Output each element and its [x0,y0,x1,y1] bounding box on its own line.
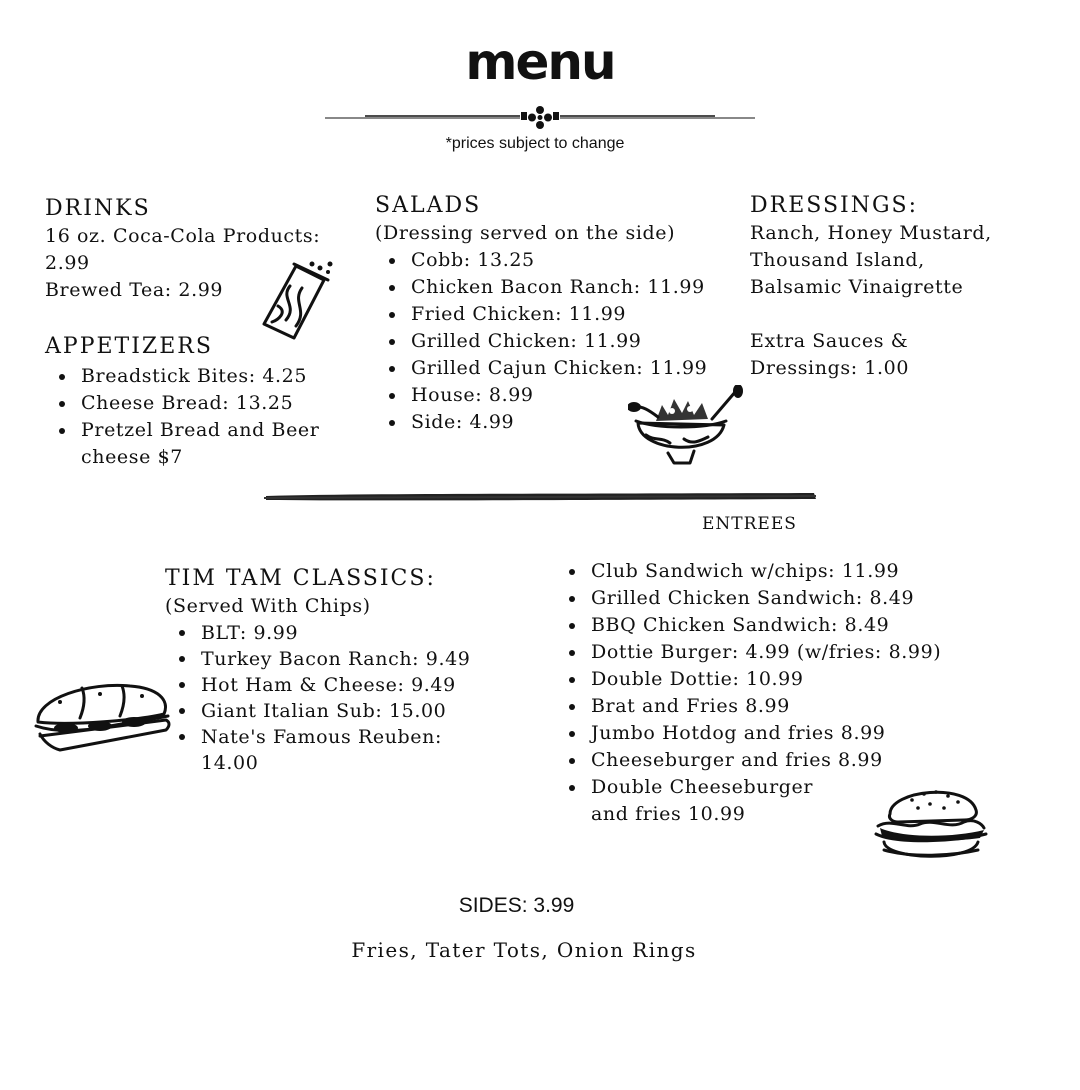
entrees-heading: ENTREES [702,514,797,534]
appetizers-heading: APPETIZERS [45,334,213,359]
list-item: Grilled Chicken Sandwich: 8.49 [555,585,975,612]
list-item: Cheese Bread: 13.25 [45,390,365,417]
list-item: Pretzel Bread and Beer cheese $7 [45,417,365,471]
list-item: Cheeseburger and fries 8.99 [555,747,975,774]
classics-subheading: (Served With Chips) [165,595,371,617]
list-item: Brat and Fries 8.99 [555,693,975,720]
list-item: BBQ Chicken Sandwich: 8.49 [555,612,975,639]
list-item: Breadstick Bites: 4.25 [45,363,365,390]
dressings-heading: DRESSINGS: [750,193,919,218]
brush-divider [262,488,818,506]
classics-list [165,620,495,776]
list-item: Grilled Cajun Chicken: 11.99 [375,355,745,382]
list-item: Side: 4.99 [375,409,745,436]
price-note: *prices subject to change [445,135,625,152]
list-item: Fried Chicken: 11.99 [375,301,745,328]
list-item: Grilled Chicken: 11.99 [375,328,745,355]
extra-sauces-line: Extra Sauces & [750,330,909,352]
menu-title: menu [465,33,615,91]
salads-heading: SALADS [375,193,482,218]
list-item: Nate's Famous Reuben: 14.00 [165,724,495,776]
classics-heading: TIM TAM CLASSICS: [165,566,436,591]
list-item: Double Dottie: 10.99 [555,666,975,693]
list-item: Turkey Bacon Ranch: 9.49 [165,646,495,672]
list-item: Chicken Bacon Ranch: 11.99 [375,274,745,301]
list-item: Club Sandwich w/chips: 11.99 [555,558,975,585]
sub-sandwich-icon [30,680,175,758]
classics-section [165,565,495,776]
list-item: Jumbo Hotdog and fries 8.99 [555,720,975,747]
drinks-line: 16 oz. Coca-Cola Products: [45,225,321,247]
dressings-line: Ranch, Honey Mustard, [750,222,992,244]
drinks-line: Brewed Tea: 2.99 [45,279,224,301]
list-item: Double Cheeseburger and fries 10.99 [555,774,831,828]
dressings-line: Balsamic Vinaigrette [750,276,964,298]
sides-list: Fries, Tater Tots, Onion Rings [351,938,697,962]
dressings-section [750,192,1070,382]
list-item: Giant Italian Sub: 15.00 [165,698,495,724]
appetizers-list [45,363,365,471]
list-item: House: 8.99 [375,382,745,409]
burger-icon [872,780,990,868]
drinks-line: 2.99 [45,252,90,274]
ornament-divider [325,105,755,131]
drinks-heading: DRINKS [45,196,151,221]
extra-sauces-line: Dressings: 1.00 [750,357,910,379]
list-item: Dottie Burger: 4.99 (w/fries: 8.99) [555,639,975,666]
list-item: Cobb: 13.25 [375,247,745,274]
appetizers-section [45,333,365,471]
salads-subheading: (Dressing served on the side) [375,222,676,244]
salad-bowl-icon [628,385,743,467]
list-item: Hot Ham & Cheese: 9.49 [165,672,495,698]
sides-heading: SIDES: 3.99 [458,894,575,917]
soda-cup-icon [258,258,340,340]
dressings-line: Thousand Island, [750,249,925,271]
list-item: BLT: 9.99 [165,620,495,646]
